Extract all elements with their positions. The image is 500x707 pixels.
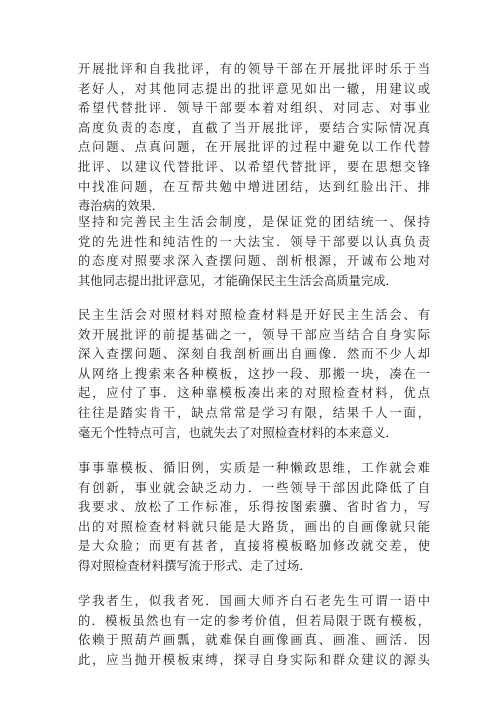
text-line: 民主生活会对照材料对照检查材料是开好民主生活会、有 [78,308,430,322]
text-line: 其他同志提出批评意见，才能确保民主生活会高质量完成． [78,273,398,288]
text-line: 得对照检查材料撰写流于形式、走了过场． [78,558,312,573]
text-line: 深入查摆问题、深刻自我剖析画出自画像．然而不少人却 [78,347,430,362]
text-line: 高度负责的态度，直截了当开展批评，要结合实际情况真 [78,120,430,135]
text-line: 起，应付了事．这种靠模板凑出来的对照检查材料，优点 [78,386,430,401]
text-line: 依赖于照葫芦画瓢，就难保自画像画真、画准、画活．因 [78,633,430,648]
text-line: 希望代替批评．领导干部要本着对组织、对同志、对事业 [78,101,430,116]
paragraph-qi-baishi-quote [78,592,430,670]
text-line: 学我者生，似我者死．国画大师齐白石老先生可谓一语中 [78,594,430,608]
text-line: 党的先进性和纯洁性的一大法宝．领导干部要以认真负责 [78,234,430,249]
text-line: 此，应当抛开模板束缚，探寻自身实际和群众建议的源头 [78,652,430,667]
text-line: 老好人，对其他同志提出的批评意见如出一辙，用建议或 [78,81,430,96]
text-line: 往往是踏实肯干，缺点常常是学习有限，结果千人一面， [78,405,430,420]
text-line: 开展批评和自我批评，有的领导干部在开展批评时乐于当 [78,62,430,76]
text-line: 有创新，事业就会缺乏动力．一些领导干部因此降低了自 [78,480,430,495]
text-line: 效开展批评的前提基础之一，领导干部应当结合自身实际 [78,327,430,342]
text-line: 是大众脸；而更有甚者，直接将模板略加修改就交差，使 [78,539,430,554]
paragraph-criticism [78,60,430,217]
text-line: 点问题、点真问题，在开展批评的过程中避免以工作代替 [78,140,430,155]
text-line: 从网络上搜索来各种模板，这抄一段、那搬一块，凑在一 [78,366,430,381]
text-line: 的态度对照要求深入查摆问题、剖析根源，开诚布公地对 [78,254,430,269]
text-line: 出的对照检查材料就只能是大路货，画出的自画像就只能 [78,519,430,534]
text-line: 毒治病的效果． [78,199,165,214]
text-line: 坚持和完善民主生活会制度，是保证党的团结统一、保持 [78,215,430,229]
paragraph-democratic-life-meeting [78,213,430,291]
text-line: 中找准问题，在互帮共勉中增进团结，达到红脸出汗、排 [78,179,430,194]
text-line: 批评、以建议代替批评、以希望代替批评，要在思想交锋 [78,159,430,174]
text-line: 我要求、放松了工作标准，乐得按图索骥、省时省力，写 [78,500,430,515]
paragraph-template-thinking [78,459,430,577]
text-line: 的．模板虽然也有一定的参考价值，但若局限于既有模板， [78,613,430,628]
paragraph-inspection-materials [78,306,430,443]
text-line: 事事靠模板、循旧例，实质是一种懒政思维，工作就会难 [78,461,430,475]
text-line: 毫无个性特点可言，也就失去了对照检查材料的本来意义． [78,425,398,440]
